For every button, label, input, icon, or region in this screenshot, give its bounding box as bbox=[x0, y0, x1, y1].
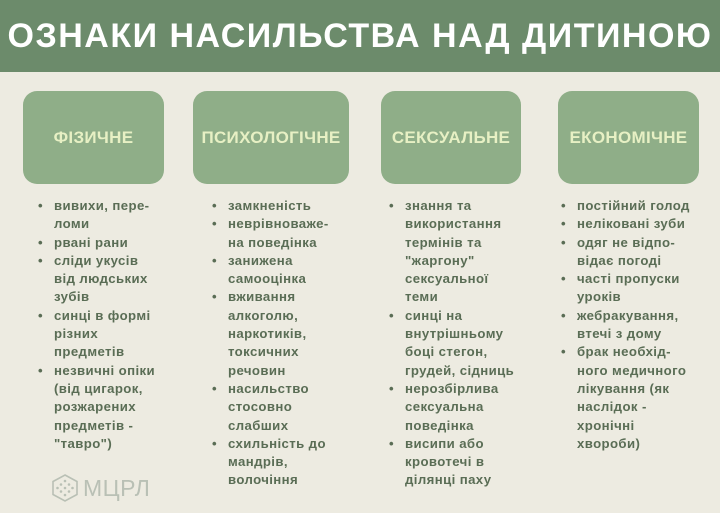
list-item: • брак необхід- ного медичного лікування (як наслідок - хронічні хвороби) bbox=[561, 343, 718, 453]
category-box-economic bbox=[558, 91, 699, 184]
list-item: • одяг не відпо- відає погоді bbox=[561, 234, 718, 271]
column-physical bbox=[23, 91, 164, 184]
signs-list-physical bbox=[38, 197, 178, 453]
logo-text: МЦРЛ bbox=[83, 474, 151, 501]
list-item: • нерозбірлива сексуальна поведінка bbox=[389, 380, 539, 435]
list-item: • незвичні опіки (від цигарок, розжарених предметів - "тавро") bbox=[38, 362, 178, 453]
list-item: • вивихи, пере- ломи bbox=[38, 197, 178, 234]
page-title: ОЗНАКИ НАСИЛЬСТВА НАД ДИТИНОЮ bbox=[7, 16, 713, 55]
column-sexual bbox=[381, 91, 521, 184]
list-item: • неліковані зуби bbox=[561, 215, 718, 233]
list-item: • синці в формі різних предметів bbox=[38, 307, 178, 362]
signs-list-sexual bbox=[389, 197, 539, 490]
category-box-physical bbox=[23, 91, 164, 184]
list-item: • насильство стосовно слабших bbox=[212, 380, 352, 435]
category-box-psychological bbox=[193, 91, 349, 184]
signs-list-economic bbox=[561, 197, 718, 453]
category-heading: ПСИХОЛОГІЧНЕ bbox=[201, 127, 341, 147]
category-box-sexual bbox=[381, 91, 521, 184]
signs-list-psychological bbox=[212, 197, 352, 490]
list-item: • замкненість bbox=[212, 197, 352, 215]
list-item: • постійний голод bbox=[561, 197, 718, 215]
list-item: • вживання алкоголю, наркотиків, токсичних речовин bbox=[212, 288, 352, 379]
list-item: • занижена самооцінка bbox=[212, 252, 352, 289]
list-item: • знання та використання термінів та "жаргону" сексуальної теми bbox=[389, 197, 539, 307]
logo bbox=[52, 474, 150, 502]
list-item: • синці на внутрішньому боці стегон, грудей, сідниць bbox=[389, 307, 539, 380]
list-item: • сліди укусів від людських зубів bbox=[38, 252, 178, 307]
category-heading: ФІЗИЧНЕ bbox=[53, 127, 134, 147]
list-item: • рвані рани bbox=[38, 234, 178, 252]
list-item: • жебракування, втечі з дому bbox=[561, 307, 718, 344]
category-heading: ЕКОНОМІЧНЕ bbox=[569, 127, 688, 147]
header-banner bbox=[0, 0, 720, 72]
category-heading: СЕКСУАЛЬНЕ bbox=[391, 127, 511, 147]
list-item: • неврівноваже- на поведінка bbox=[212, 215, 352, 252]
list-item: • схильність до мандрів, волочіння bbox=[212, 435, 352, 490]
list-item: • часті пропуски уроків bbox=[561, 270, 718, 307]
list-item: • висипи або кровотечі в ділянці паху bbox=[389, 435, 539, 490]
column-economic bbox=[558, 91, 699, 184]
column-psychological bbox=[193, 91, 349, 184]
hexagon-dots-icon bbox=[52, 474, 78, 502]
